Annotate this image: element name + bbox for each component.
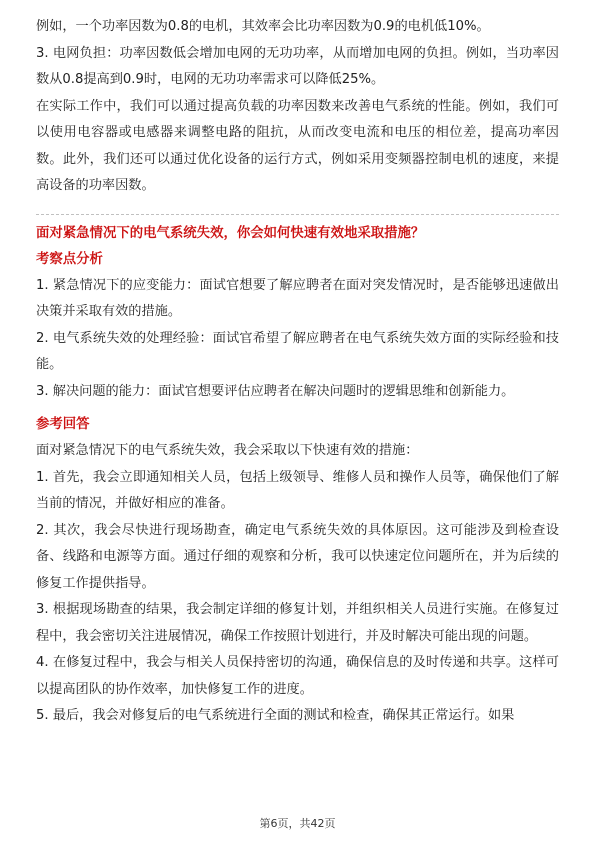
paragraph: 3. 电网负担：功率因数低会增加电网的无功功率，从而增加电网的负担。例如，当功率因数从0.8提高到0.9时，电网的无功功率需求可以降低25%。 — [36, 45, 559, 87]
top-paragraphs — [36, 14, 559, 200]
analysis-title: 考察点分析 — [36, 251, 103, 267]
answer-item: 2. 其次，我会尽快进行现场勘查，确定电气系统失效的具体原因。这可能涉及到检查设备、线路和电源等方面。通过仔细的观察和分析，我可以快速定位问题所在，并为后续的修复工作提供指导。 — [36, 522, 559, 591]
page-number: 第6页，共42页 — [259, 817, 336, 830]
answer-item: 3. 根据现场勘查的结果，我会制定详细的修复计划，并组织相关人员进行实施。在修复过程中，我会密切关注进展情况，确保工作按照计划进行，并及时解决可能出现的问题。 — [36, 602, 559, 644]
answer-item: 4. 在修复过程中，我会与相关人员保持密切的沟通，确保信息的及时传递和共享。这样可以提高团队的协作效率，加快修复工作的进度。 — [36, 655, 559, 697]
answer-item: 面对紧急情况下的电气系统失效，我会采取以下快速有效的措施： — [36, 443, 419, 458]
section-divider — [36, 214, 559, 215]
answer-item: 1. 首先，我会立即通知相关人员，包括上级领导、维修人员和操作人员等，确保他们了解当前的情况，并做好相应的准备。 — [36, 469, 559, 511]
analysis-item: 2. 电气系统失效的处理经验：面试官希望了解应聘者在电气系统失效方面的实际经验和技能。 — [36, 330, 559, 372]
answer-item: 5. 最后，我会对修复后的电气系统进行全面的测试和检查，确保其正常运行。如果 — [36, 708, 515, 723]
analysis-section — [36, 247, 559, 406]
answer-title: 参考回答 — [36, 417, 90, 432]
answer-section — [36, 412, 559, 730]
question-heading: 面对紧急情况下的电气系统失效，你会如何快速有效地采取措施？ — [36, 225, 425, 241]
paragraph: 在实际工作中，我们可以通过提高负载的功率因数来改善电气系统的性能。例如，我们可以使用电容器或电感器来调整电路的阻抗，从而改变电流和电压的相位差，提高功率因数。此外，我们还可以通过优化设备的运行方式，例如采用变频器控制电机的速度，来提高设备的功率因数。 — [36, 98, 559, 193]
paragraph: 例如，一个功率因数为0.8的电机，其效率会比功率因数为0.9的电机低10%。 — [36, 19, 490, 34]
analysis-item: 3. 解决问题的能力：面试官想要评估应聘者在解决问题时的逻辑思维和创新能力。 — [36, 383, 515, 399]
analysis-item: 1. 紧急情况下的应变能力：面试官想要了解应聘者在面对突发情况时，是否能够迅速做出决策并采取有效的措施。 — [36, 277, 559, 319]
document-page — [36, 14, 559, 730]
